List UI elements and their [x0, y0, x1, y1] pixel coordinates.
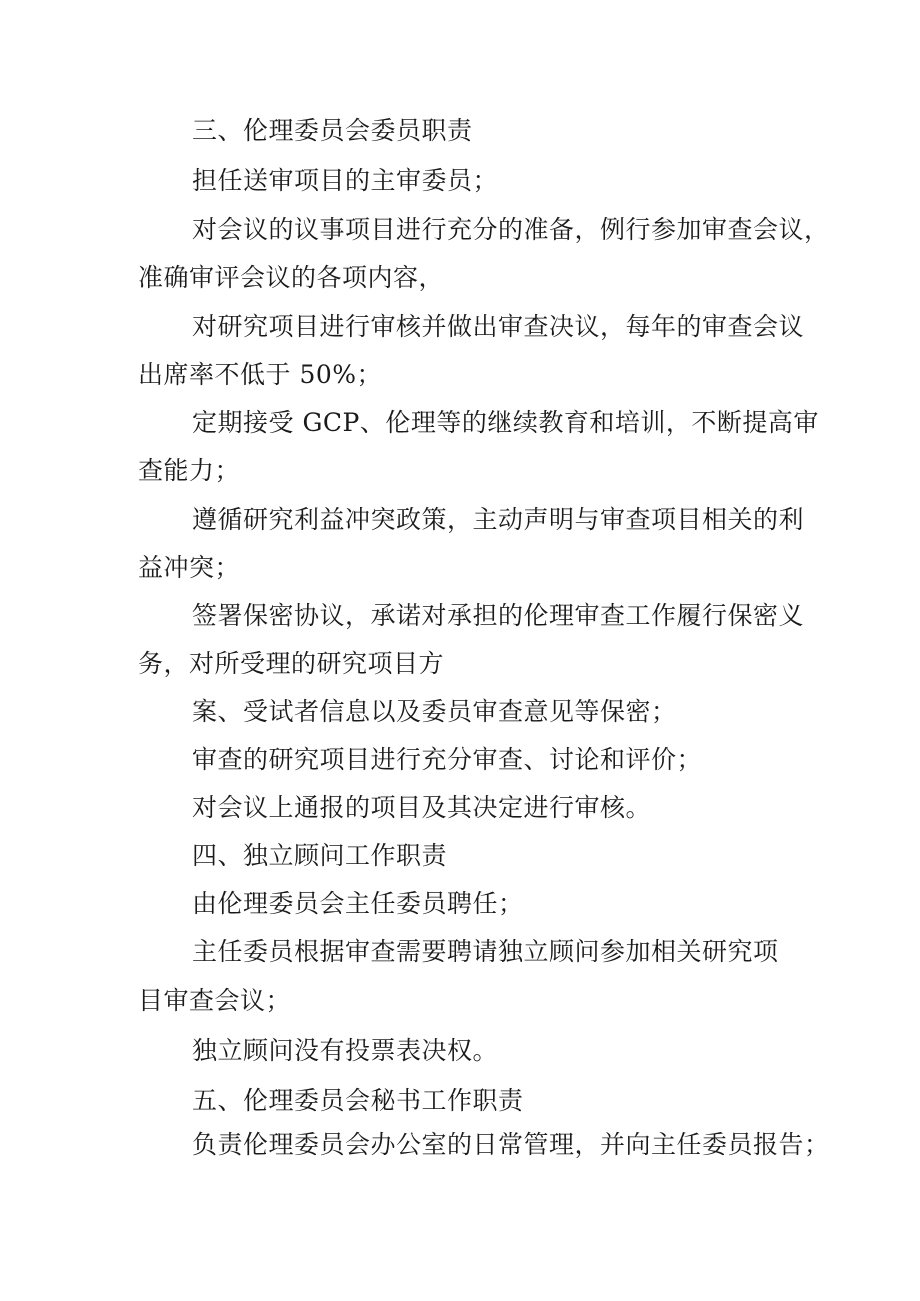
- paragraph-line: 定期接受 GCP、伦理等的继续教育和培训，不断提高审: [192, 408, 819, 437]
- paragraph-line: 担任送审项目的主审委员；: [192, 166, 499, 195]
- paragraph-line: 益冲突；: [138, 553, 241, 582]
- paragraph-line: 案、受试者信息以及委员审查意见等保密；: [192, 697, 677, 726]
- paragraph-line: 目审查会议；: [138, 986, 292, 1015]
- paragraph-line: 遵循研究利益冲突政策，主动声明与审查项目相关的利: [192, 505, 805, 534]
- paragraph-line: 由伦理委员会主任委员聘任；: [192, 889, 524, 918]
- paragraph-line: 审查的研究项目进行充分审查、讨论和评价；: [192, 745, 703, 774]
- paragraph-line: 出席率不低于 50%；: [138, 360, 383, 389]
- section-heading-independent-consultant-duties: 四、独立顾问工作职责: [192, 841, 448, 870]
- paragraph-line: 对会议的议事项目进行充分的准备，例行参加审查会议，: [192, 215, 830, 244]
- paragraph-line: 签署保密协议，承诺对承担的伦理审查工作履行保密义: [192, 601, 805, 630]
- paragraph-line: 查能力；: [138, 456, 241, 485]
- paragraph-line: 对会议上通报的项目及其决定进行审核。: [192, 793, 652, 822]
- section-heading-committee-member-duties: 三、伦理委员会委员职责: [192, 116, 473, 145]
- paragraph-line: 务，对所受理的研究项目方: [138, 649, 445, 678]
- paragraph-line: 准确审评会议的各项内容，: [138, 263, 445, 292]
- paragraph-line: 独立顾问没有投票表决权。: [192, 1036, 499, 1065]
- paragraph-line: 负责伦理委员会办公室的日常管理，并向主任委员报告；: [192, 1130, 830, 1159]
- paragraph-line: 对研究项目进行审核并做出审查决议，每年的审查会议: [192, 312, 805, 341]
- paragraph-line: 主任委员根据审查需要聘请独立顾问参加相关研究项: [192, 937, 779, 966]
- section-heading-secretary-duties: 五、伦理委员会秘书工作职责: [192, 1086, 524, 1115]
